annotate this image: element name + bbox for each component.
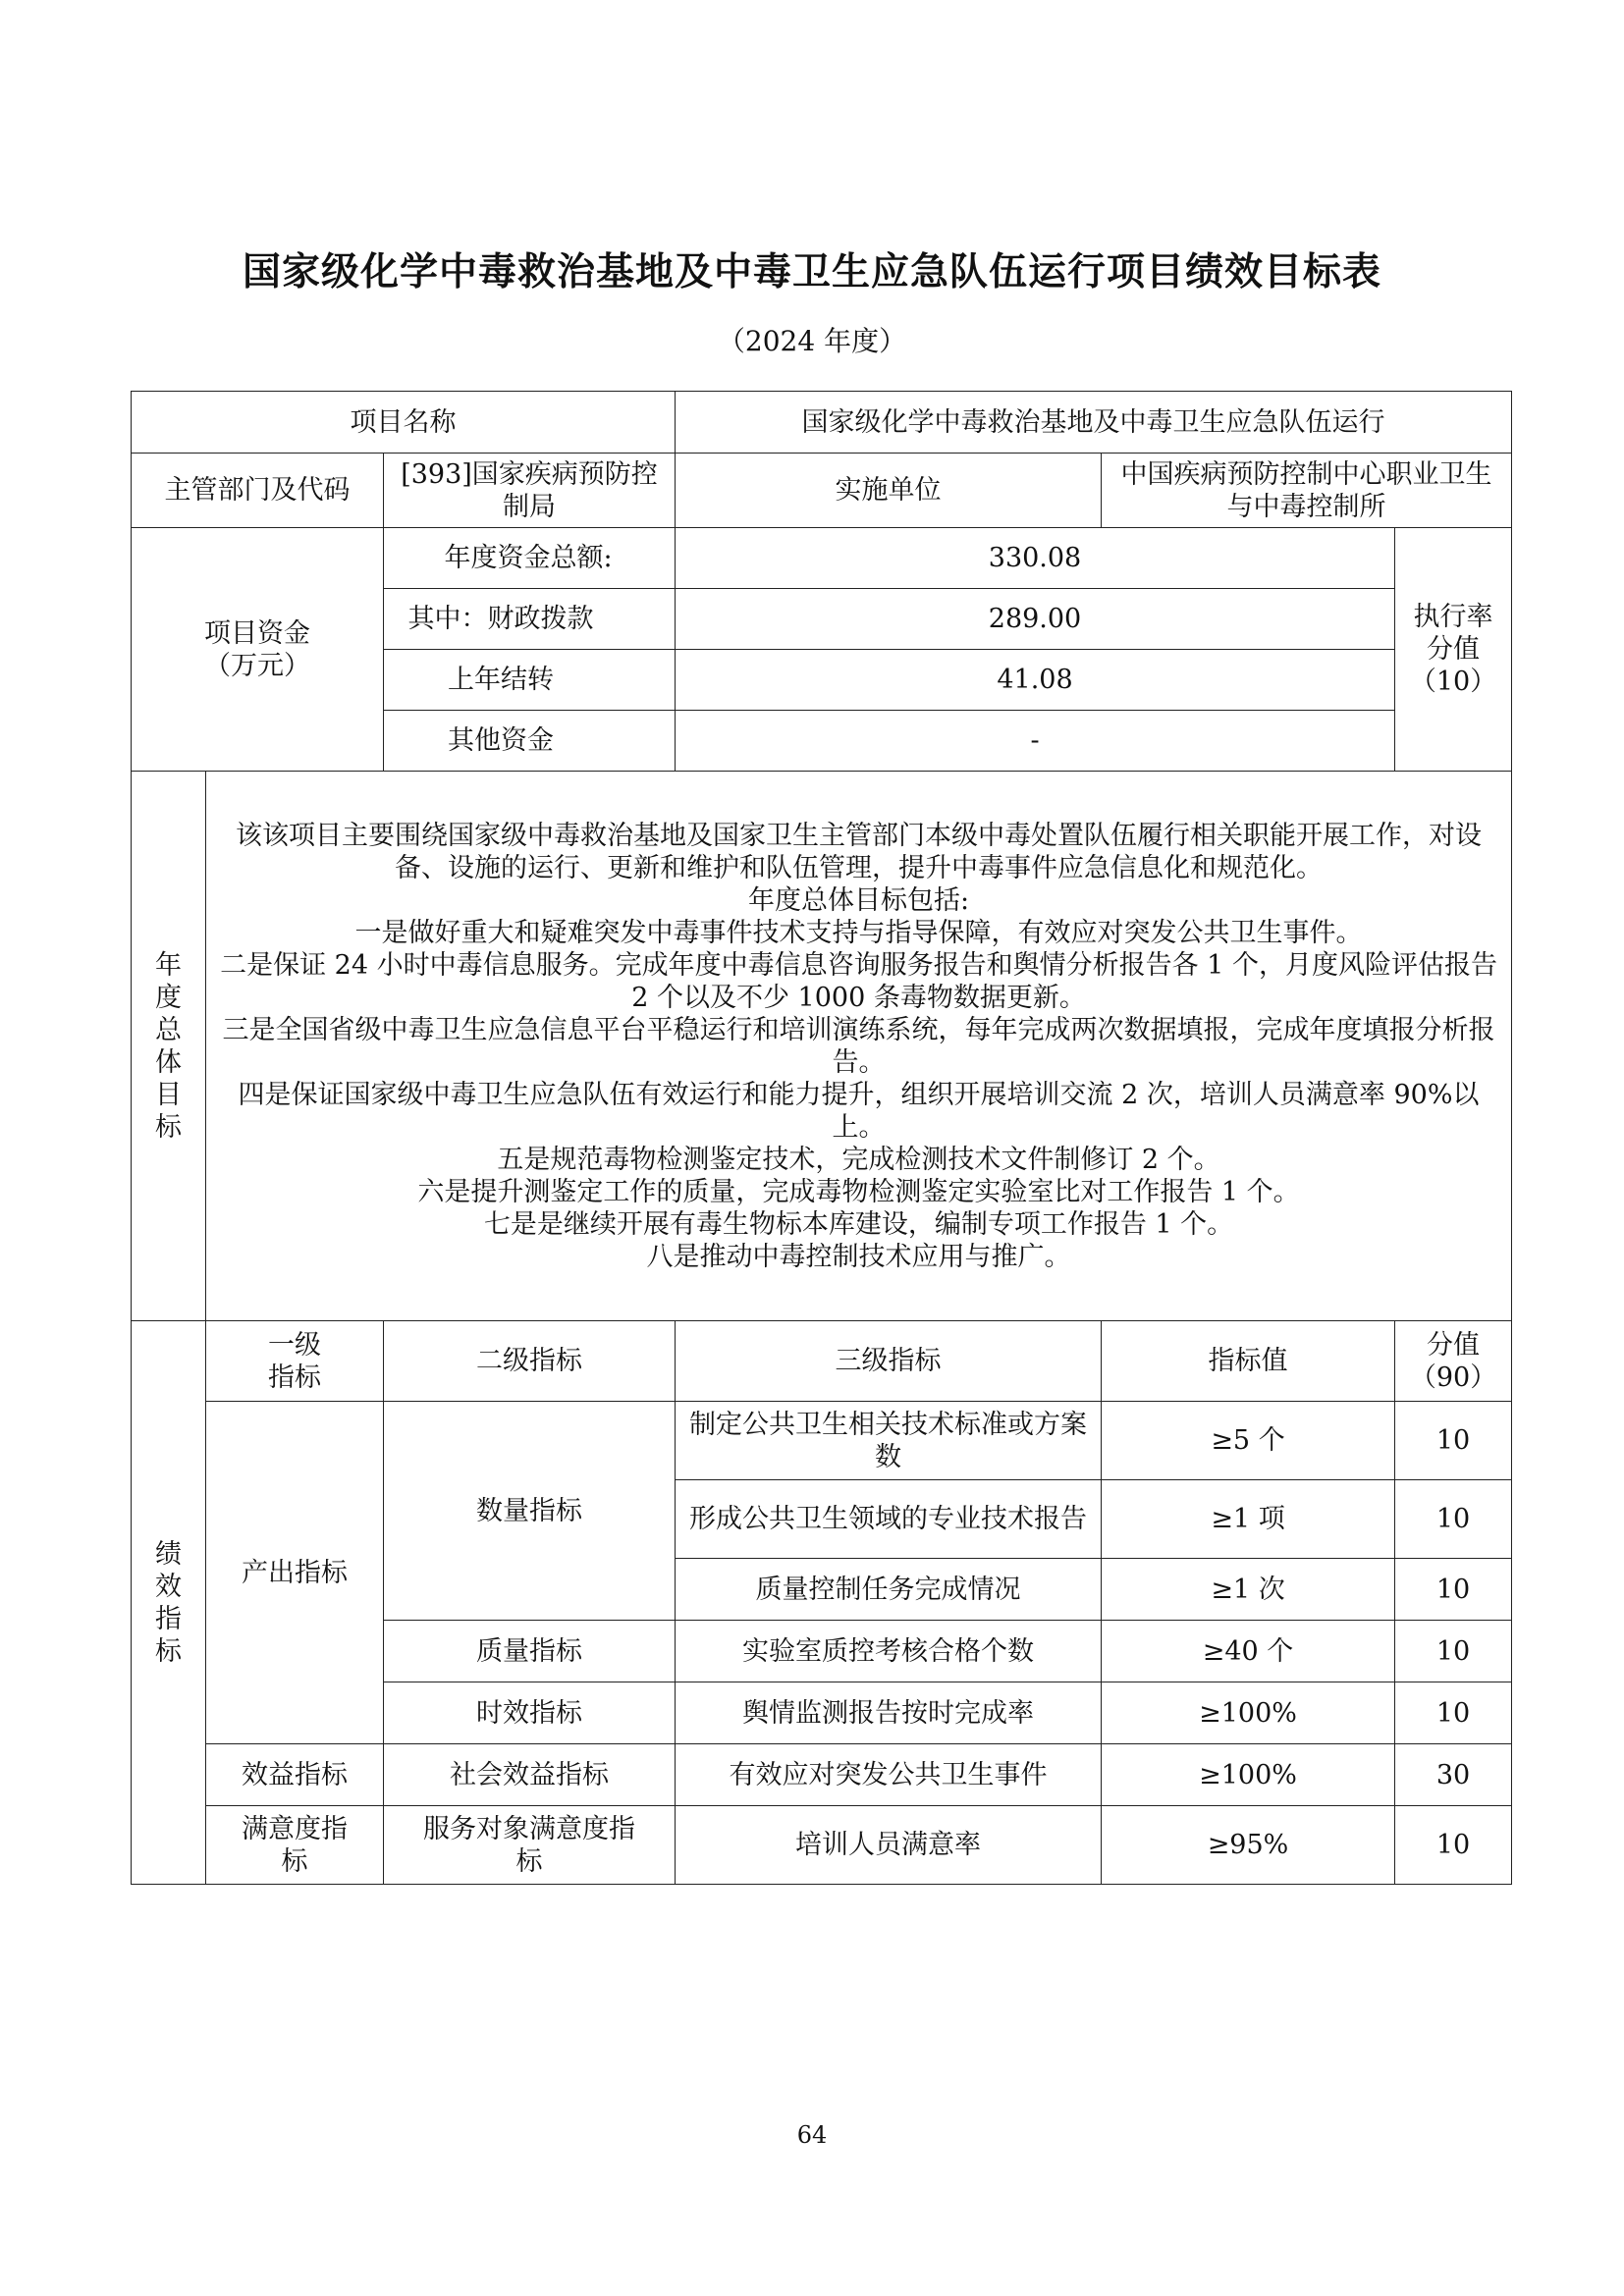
indicator-value: ≥1 次 [1102,1559,1395,1621]
table-row [132,454,1512,528]
benefit-label: 效益指标 [206,1744,384,1806]
dept-label: 主管部门及代码 [132,454,384,528]
table-row [132,392,1512,454]
page-number: 64 [796,2121,828,2149]
quantity-label: 数量指标 [384,1402,676,1621]
indicator-name: 制定公共卫生相关技术标准或方案数 [676,1402,1102,1480]
indicator-name: 质量控制任务完成情况 [676,1559,1102,1621]
indicator-name: 实验室质控考核合格个数 [676,1621,1102,1682]
indicator-score: 10 [1395,1682,1512,1744]
indicator-score: 10 [1395,1480,1512,1559]
indicator-score: 10 [1395,1559,1512,1621]
indicator-score: 10 [1395,1402,1512,1480]
funds-value-fiscal: 289.00 [676,589,1395,650]
annual-goal-line: 年度总体目标包括: [747,884,970,916]
annual-goal-line: 八是推动中毒控制技术应用与推广。 [646,1241,1071,1272]
funds-label-fiscal: 其中：财政拨款 [384,589,676,650]
annual-goal-line: 五是规范毒物检测鉴定技术，完成检测技术文件制修订 2 个。 [497,1144,1220,1175]
header-level3: 三级指标 [676,1321,1102,1402]
impl-label: 实施单位 [676,454,1102,528]
indicator-value: ≥100% [1102,1744,1395,1806]
funds-value-total: 330.08 [676,528,1395,589]
annual-goal-line: 七是是继续开展有毒生物标本库建设，编制专项工作报告 1 个。 [483,1208,1234,1240]
funds-label-total: 年度资金总额: [384,528,676,589]
table-row [132,1744,1512,1806]
social-label: 社会效益指标 [384,1744,676,1806]
indicator-score: 30 [1395,1744,1512,1806]
table-row [132,1321,1512,1402]
indicator-value: ≥40 个 [1102,1621,1395,1682]
page-title: 国家级化学中毒救治基地及中毒卫生应急队伍运行项目绩效目标表 [242,250,1381,294]
header-value: 指标值 [1102,1321,1395,1402]
indicator-value: ≥100% [1102,1682,1395,1744]
service-label: 服务对象满意度指 标 [384,1806,676,1885]
indicator-value: ≥95% [1102,1806,1395,1885]
annual-goal-line: 三是全国省级中毒卫生应急信息平台平稳运行和培训演练系统，每年完成两次数据填报，完成年度填报分析报告。 [222,1014,1495,1078]
indicator-name: 形成公共卫生领域的专业技术报告 [676,1480,1102,1559]
table-row [132,528,1512,589]
annual-goal-line: 六是提升测鉴定工作的质量，完成毒物检测鉴定实验室比对工作报告 1 个。 [417,1176,1300,1207]
timeliness-label: 时效指标 [384,1682,676,1744]
page-subtitle: （2024 年度） [717,325,907,357]
quality-label: 质量指标 [384,1621,676,1682]
header-level1: 一级 指标 [206,1321,384,1402]
table-row [132,1402,1512,1480]
indicator-score: 10 [1395,1806,1512,1885]
header-score: 分值 （90） [1395,1321,1512,1402]
project-name-value: 国家级化学中毒救治基地及中毒卫生应急队伍运行 [676,392,1512,454]
annual-goal-line: 该该项目主要围绕国家级中毒救治基地及国家卫生主管部门本级中毒处置队伍履行相关职能开展工作，对设备、设施的运行、更新和维护和队伍管理，提升中毒事件应急信息化和规范化。 [236,820,1483,883]
funds-label: 项目资金 （万元） [132,528,384,772]
annual-goal-content [206,772,1512,1321]
exec-rate-label: 执行率 分值 （10） [1395,528,1512,772]
table-row [132,772,1512,1321]
dept-value: [393]国家疾病预防控制局 [384,454,676,528]
table-row [132,1806,1512,1885]
funds-value-carryover: 41.08 [676,650,1395,711]
header-level2: 二级指标 [384,1321,676,1402]
perf-label: 绩 效 指 标 [132,1321,206,1885]
funds-value-other: - [676,711,1395,772]
indicator-name: 培训人员满意率 [676,1806,1102,1885]
annual-goal-line: 四是保证国家级中毒卫生应急队伍有效运行和能力提升，组织开展培训交流 2 次，培训人员满意率 90%以上。 [238,1079,1480,1143]
annual-goal-line: 二是保证 24 小时中毒信息服务。完成年度中毒信息咨询服务报告和舆情分析报告各 1 个，月度风险评估报告 2 个以及不少 1000 条毒物数据更新。 [220,949,1497,1013]
funds-label-other: 其他资金 [384,711,676,772]
annual-goal-label: 年 度 总 体 目 标 [132,772,206,1321]
funds-label-carryover: 上年结转 [384,650,676,711]
performance-target-table [131,391,1512,1885]
indicator-score: 10 [1395,1621,1512,1682]
indicator-name: 舆情监测报告按时完成率 [676,1682,1102,1744]
impl-value: 中国疾病预防控制中心职业卫生与中毒控制所 [1102,454,1512,528]
project-name-label: 项目名称 [132,392,676,454]
indicator-value: ≥5 个 [1102,1402,1395,1480]
indicator-name: 有效应对突发公共卫生事件 [676,1744,1102,1806]
satisfaction-label: 满意度指 标 [206,1806,384,1885]
indicator-value: ≥1 项 [1102,1480,1395,1559]
annual-goal-line: 一是做好重大和疑难突发中毒事件技术支持与指导保障，有效应对突发公共卫生事件。 [354,917,1363,948]
output-label: 产出指标 [206,1402,384,1744]
